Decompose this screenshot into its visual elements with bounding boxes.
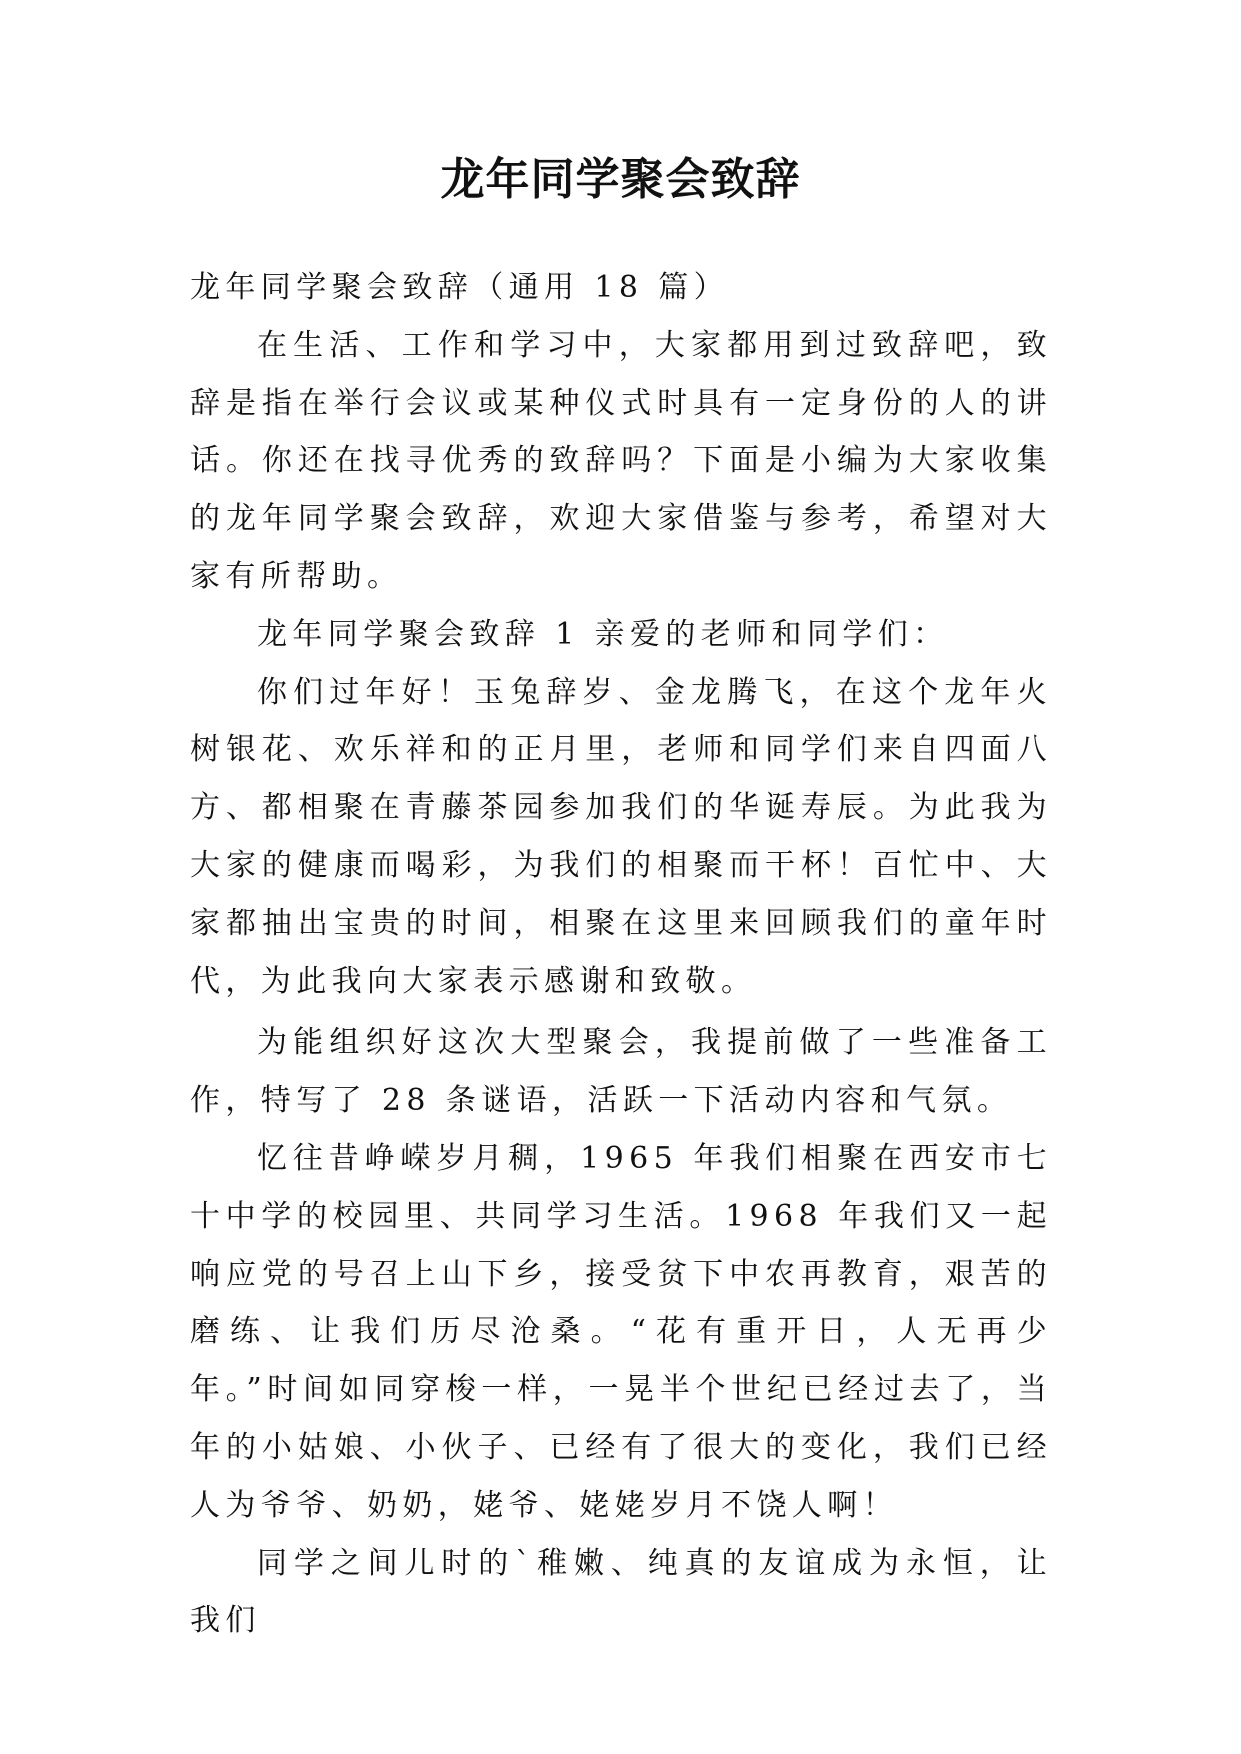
intro-paragraph: 在生活、工作和学习中，大家都用到过致辞吧，致辞是指在举行会议或某种仪式时具有一定身份的人的讲话。你还在找寻优秀的致辞吗？下面是小编为大家收集的龙年同学聚会致辞，欢迎大家借鉴与参考，希望对大家有所帮助。 bbox=[190, 327, 1052, 594]
subtitle-paragraph: 龙年同学聚会致辞（通用 18 篇） bbox=[190, 270, 730, 305]
greeting-paragraph: 你们过年好！玉兔辞岁、金龙腾飞，在这个龙年火树银花、欢乐祥和的正月里，老师和同学们来自四面八方、都相聚在青藤茶园参加我们的华诞寿辰。为此我为大家的健康而喝彩，为我们的相聚而干杯！百忙中、大家都抽出宝贵的时间，相聚在这里来回顾我们的童年时代，为此我向大家表示感谢和致敬。 bbox=[190, 674, 1052, 999]
friendship-paragraph: 同学之间儿时的`稚嫩、纯真的友谊成为永恒，让我们 bbox=[190, 1545, 1052, 1639]
speech-heading-paragraph: 龙年同学聚会致辞 1 亲爱的老师和同学们： bbox=[257, 616, 949, 652]
preparation-paragraph: 为能组织好这次大型聚会，我提前做了一些准备工作，特写了 28 条谜语，活跃一下活动内容和气氛。 bbox=[190, 1025, 1052, 1119]
memories-paragraph: 忆往昔峥嵘岁月稠，1965 年我们相聚在西安市七十中学的校园里、共同学习生活。1968 年我们又一起响应党的号召上山下乡，接受贫下中农再教育，艰苦的磨练、让我们历尽沧桑。“花有重开日，人无再少年。”时间如同穿梭一样，一晃半个世纪已经过去了，当年的小姑娘、小伙子、已经有了很大的变化，我们已经人为爷爷、奶奶，姥爷、姥姥岁月不饶人啊！ bbox=[190, 1140, 1052, 1523]
document-body bbox=[190, 259, 1052, 1650]
document-title: 龙年同学聚会致辞 bbox=[440, 154, 801, 205]
